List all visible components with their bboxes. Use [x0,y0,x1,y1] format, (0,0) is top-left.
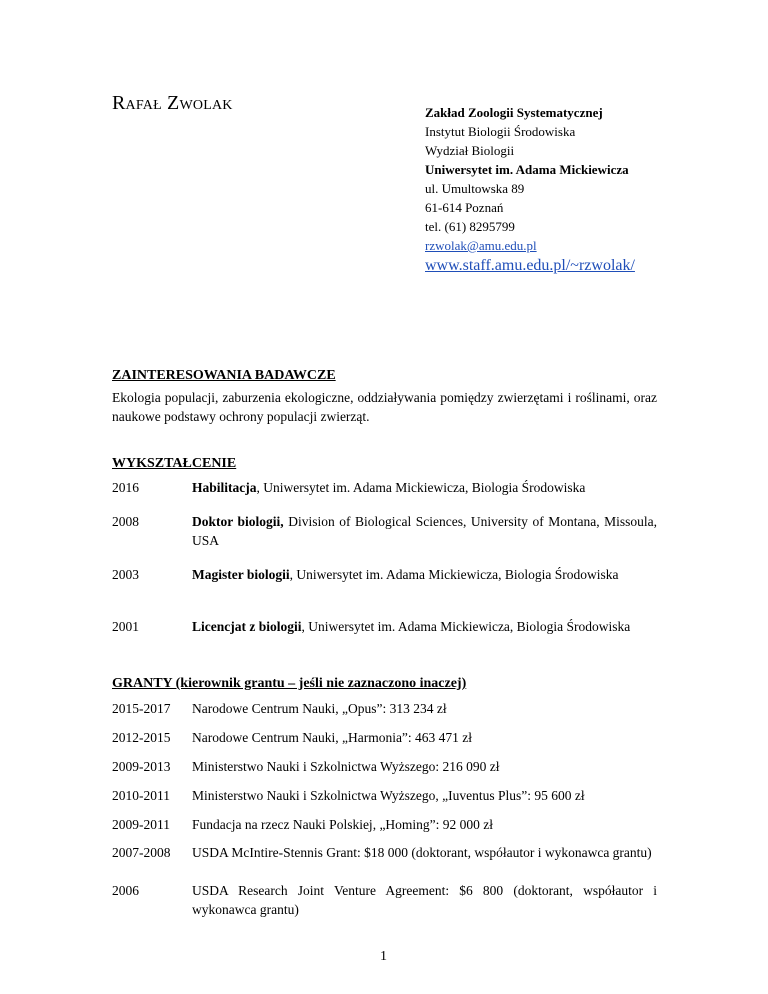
grant-description: USDA Research Joint Venture Agreement: $6 800 (doktorant, współautor i wykonawca grantu) [192,883,657,917]
education-degree: Licencjat z biologii [192,619,302,634]
grant-years: 2009-2011 [112,817,170,832]
phone-number: tel. (61) 8295799 [425,219,515,234]
grant-years: 2010-2011 [112,788,170,803]
interests-heading: ZAINTERESOWANIA BADAWCZE [112,368,336,383]
grant-description: Narodowe Centrum Nauki, „Opus”: 313 234 zł [192,701,447,716]
grant-description: Fundacja na rzecz Nauki Polskiej, „Homing”: 92 000 zł [192,817,494,832]
university-name: Uniwersytet im. Adama Mickiewicza [425,162,629,177]
education-separator: , [289,567,297,582]
education-description [192,565,657,584]
education-detail: Uniwersytet im. Adama Mickiewicza, Biologia Środowiska [308,619,631,634]
education-year: 2008 [112,514,139,529]
grant-description: Ministerstwo Nauki i Szkolnictwa Wyższego, „Iuventus Plus”: 95 600 zł [192,788,585,803]
grant-description: USDA McIntire-Stennis Grant: $18 000 (doktorant, współautor i wykonawca grantu) [192,845,652,860]
website-link[interactable]: www.staff.amu.edu.pl/~rzwolak/ [425,257,635,274]
education-year: 2003 [112,567,139,582]
education-description [192,512,657,550]
person-name: Rafał Zwolak [112,92,233,114]
institute-name: Instytut Biologii Środowiska [425,124,576,139]
education-detail: Uniwersytet im. Adama Mickiewicza, Biologia Środowiska [296,567,619,582]
grant-years: 2007-2008 [112,845,171,860]
education-separator: , [256,480,264,495]
education-description [192,617,657,636]
email-link[interactable]: rzwolak@amu.edu.pl [425,238,537,253]
education-degree: Habilitacja [192,480,257,495]
faculty-name: Wydział Biologii [425,143,515,158]
grant-years: 2015-2017 [112,701,171,716]
education-degree: Magister biologii [192,567,290,582]
grant-years: 2012-2015 [112,730,171,745]
education-description [192,478,657,497]
interests-text: Ekologia populacji, zaburzenia ekologiczne, oddziaływania pomiędzy zwierzętami i roślinami, oraz naukowe podstawy ochrony populacji zwierząt. [112,390,657,424]
grant-description: Ministerstwo Nauki i Szkolnictwa Wyższego: 216 090 zł [192,759,500,774]
grant-years: 2006 [112,883,139,898]
education-degree: Doktor biologii, [192,514,284,529]
street-address: ul. Umultowska 89 [425,181,525,196]
education-year: 2016 [112,480,139,495]
education-year: 2001 [112,619,139,634]
city-postal: 61-614 Poznań [425,200,504,215]
education-heading: WYKSZTAŁCENIE [112,456,237,471]
education-detail: Division of Biological Sciences, University of Montana, Missoula, USA [192,514,657,548]
department-name: Zakład Zoologii Systematycznej [425,105,603,120]
education-detail: Uniwersytet im. Adama Mickiewicza, Biologia Środowiska [263,480,586,495]
grant-years: 2009-2013 [112,759,171,774]
address-block [425,103,725,276]
education-separator: , [301,619,309,634]
grants-heading: GRANTY (kierownik grantu – jeśli nie zaznaczono inaczej) [112,676,467,691]
grant-description: Narodowe Centrum Nauki, „Harmonia”: 463 471 zł [192,730,473,745]
page-number: 1 [380,949,387,964]
